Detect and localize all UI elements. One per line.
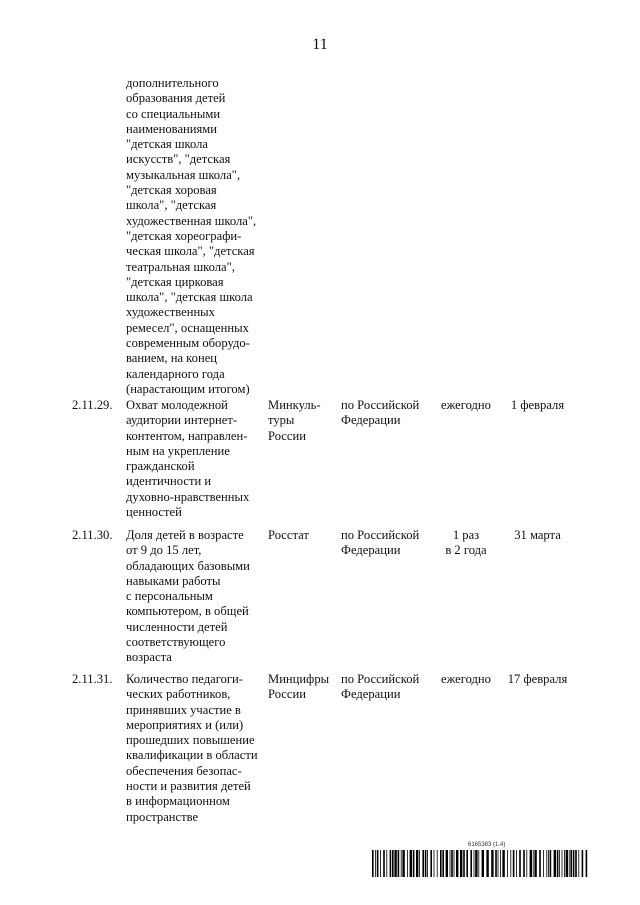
continuation-indicator-text: дополнительного образования детей со специальными наименованиями "детская школа искусств", "детская музыкальная школа", "детская хоровая школа", "детская художественная школа", "детская хореографи- ческая школа", "детская театральная школа", "детская цирковая школа", "детская школа художественных ремесел", оснащенных современным оборудо- ванием, на конец календарного года (нарастающим итогом): [126, 76, 257, 396]
deadline: 1 февраля: [510, 398, 565, 412]
deadline: 31 марта: [514, 528, 561, 542]
row-number: 2.11.30.: [72, 528, 113, 542]
data-level: по Российской Федерации: [341, 528, 420, 558]
page-number: 11: [312, 36, 328, 53]
barcode-label: 6165383 (1.4): [468, 842, 506, 848]
deadline: 17 февраля: [507, 672, 568, 686]
frequency: ежегодно: [441, 672, 491, 686]
responsible-agency: Росстат: [268, 528, 309, 542]
indicator-name: Доля детей в возрасте от 9 до 15 лет, обладающих базовыми навыками работы с персональным компьютером, в общей численности детей соответствующего возраста: [126, 528, 250, 665]
frequency: 1 раз в 2 года: [445, 528, 487, 558]
data-level: по Российской Федерации: [341, 398, 420, 428]
barcode-icon: [372, 850, 588, 877]
responsible-agency: Минцифры России: [268, 672, 330, 702]
data-level: по Российской Федерации: [341, 672, 420, 702]
row-number: 2.11.29.: [72, 398, 113, 412]
row-number: 2.11.31.: [72, 672, 113, 686]
indicator-name: Охват молодежной аудитории интернет- контентом, направлен- ным на укрепление гражданской идентичности и духовно-нравственных ценностей: [126, 398, 250, 520]
responsible-agency: Минкуль- туры России: [268, 398, 321, 443]
frequency: ежегодно: [441, 398, 491, 412]
indicator-name: Количество педагоги- ческих работников, принявших участие в мероприятиях и (или) прошедших повышение квалификации в области обеспечения безопас- ности и развития детей в информационном пространстве: [126, 672, 258, 824]
